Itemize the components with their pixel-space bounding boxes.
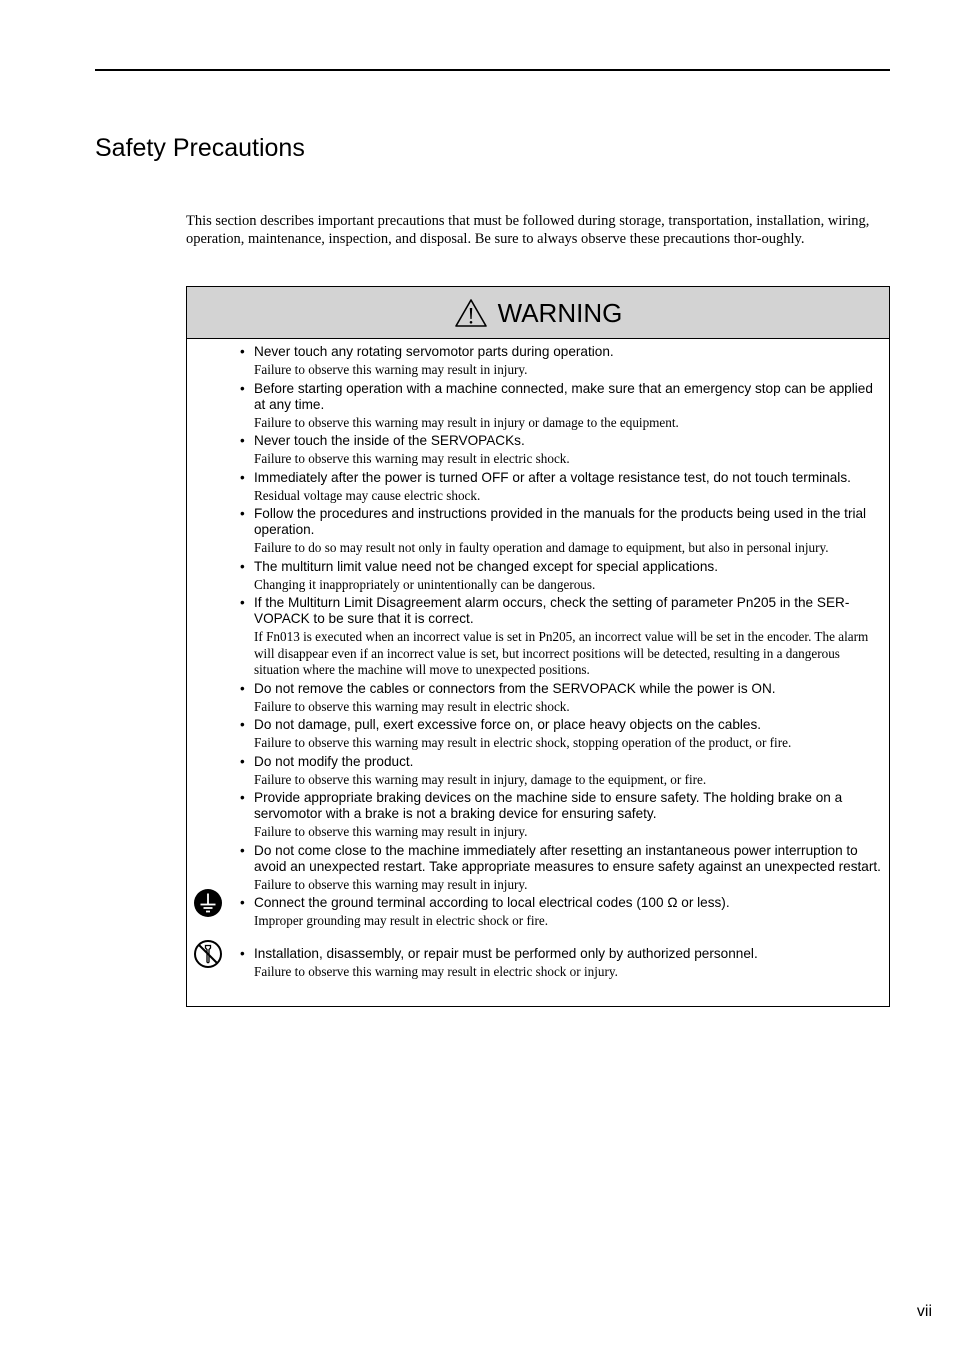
warning-list — [187, 339, 889, 982]
warning-text: Follow the procedures and instructions provided in the manuals for the products being used in the trial operation. — [254, 506, 867, 537]
bullet: • — [240, 753, 245, 769]
bullet: • — [240, 558, 245, 574]
warning-item-disassembly — [238, 946, 885, 983]
warning-note: Failure to observe this warning may result in injury. — [254, 824, 528, 839]
bullet: • — [240, 380, 245, 396]
warning-text: Installation, disassembly, or repair must be performed only by authorized personnel. — [254, 945, 758, 961]
bullet: • — [240, 506, 245, 521]
warning-note: Failure to do so may result not only in faulty operation and damage to equipment, but also in personal injury. — [254, 540, 829, 555]
warning-text: Do not damage, pull, exert excessive force on, or place heavy objects on the cables. — [254, 717, 762, 732]
warning-text: Immediately after the power is turned OFF or after a voltage resistance test, do not touch terminals. — [254, 469, 851, 485]
warning-item — [238, 843, 885, 896]
bullet: • — [240, 433, 245, 448]
bullet: • — [240, 790, 245, 805]
bullet: • — [240, 717, 245, 732]
warning-note: Failure to observe this warning may result in electric shock or injury. — [254, 963, 618, 979]
warning-item — [238, 381, 885, 434]
warning-item-grounding — [238, 895, 885, 932]
warning-note: Failure to observe this warning may result in injury. — [254, 876, 528, 892]
warning-note: Failure to observe this warning may result in electric shock. — [254, 451, 570, 466]
warning-box — [186, 286, 890, 1007]
warning-text: Do not come close to the machine immediately after resetting an instantaneous power interruption to avoid an unexpected restart. Take appropriate measures to ensure safety against an unexpected restart. — [254, 842, 881, 874]
warning-note: Improper grounding may result in electric shock or fire. — [254, 913, 549, 928]
warning-item — [238, 344, 885, 381]
bullet: • — [240, 895, 245, 910]
warning-item — [238, 754, 885, 791]
ground-icon — [193, 888, 223, 918]
bullet: • — [240, 945, 245, 961]
warning-item — [238, 433, 885, 470]
page-title: Safety Precautions — [95, 134, 305, 162]
warning-text: Connect the ground terminal according to local electrical codes (100 Ω or less). — [254, 895, 730, 910]
warning-text: The multiturn limit value need not be changed except for special applications. — [254, 558, 718, 574]
warning-note: Failure to observe this warning may result in injury or damage to the equipment. — [254, 414, 679, 430]
warning-triangle-icon — [454, 298, 488, 328]
warning-text: Provide appropriate braking devices on the machine side to ensure safety. The holding brake on a servomotor with a brake is not a braking device for ensuring safety. — [254, 790, 843, 821]
warning-title: WARNING — [497, 297, 623, 328]
page-number: vii — [916, 1303, 932, 1320]
bullet: • — [240, 469, 245, 485]
warning-text: Never touch the inside of the SERVOPACKs. — [254, 433, 525, 448]
warning-note: Failure to observe this warning may result in electric shock. — [254, 698, 570, 714]
warning-note: Failure to observe this warning may result in injury. — [254, 362, 528, 377]
warning-note: If Fn013 is executed when an incorrect value is set in Pn205, an incorrect value will be set in the encoder. The alarm will disappear even if an incorrect value is set, but incorrect positions will be detected, resulting in a dangerous situation where the machine will move to unexpected positions. — [254, 629, 869, 677]
bullet: • — [240, 680, 245, 696]
header-rule — [95, 69, 890, 71]
warning-text: If the Multiturn Limit Disagreement alarm occurs, check the setting of parameter Pn205 in the SER-VOPACK to be sure that it is correct. — [254, 595, 850, 626]
warning-note: Failure to observe this warning may result in injury, damage to the equipment, or fire. — [254, 771, 707, 787]
bullet: • — [240, 842, 245, 858]
intro-paragraph: This section describes important precautions that must be followed during storage, transportation, installation, wiring, operation, maintenance, inspection, and disposal. Be sure to always observe these precautions thor-oughly. — [186, 213, 870, 247]
warning-header — [187, 287, 889, 339]
warning-note: Changing it inappropriately or unintentionally can be dangerous. — [254, 576, 596, 592]
warning-text: Never touch any rotating servomotor parts during operation. — [254, 344, 614, 359]
warning-text: Do not remove the cables or connectors from the SERVOPACK while the power is ON. — [254, 680, 776, 696]
warning-note: Residual voltage may cause electric shock. — [254, 487, 481, 503]
warning-item — [238, 681, 885, 718]
warning-item — [238, 595, 885, 681]
warning-item — [238, 470, 885, 507]
warning-item — [238, 717, 885, 754]
warning-text: Do not modify the product. — [254, 753, 414, 769]
warning-item — [238, 506, 885, 559]
warning-item — [238, 790, 885, 843]
bullet: • — [240, 344, 245, 359]
warning-note: Failure to observe this warning may result in electric shock, stopping operation of the product, or fire. — [254, 735, 792, 750]
no-disassembly-icon — [193, 939, 223, 969]
warning-item — [238, 559, 885, 596]
warning-text: Before starting operation with a machine connected, make sure that an emergency stop can be applied at any time. — [254, 380, 873, 412]
bullet: • — [240, 595, 245, 610]
